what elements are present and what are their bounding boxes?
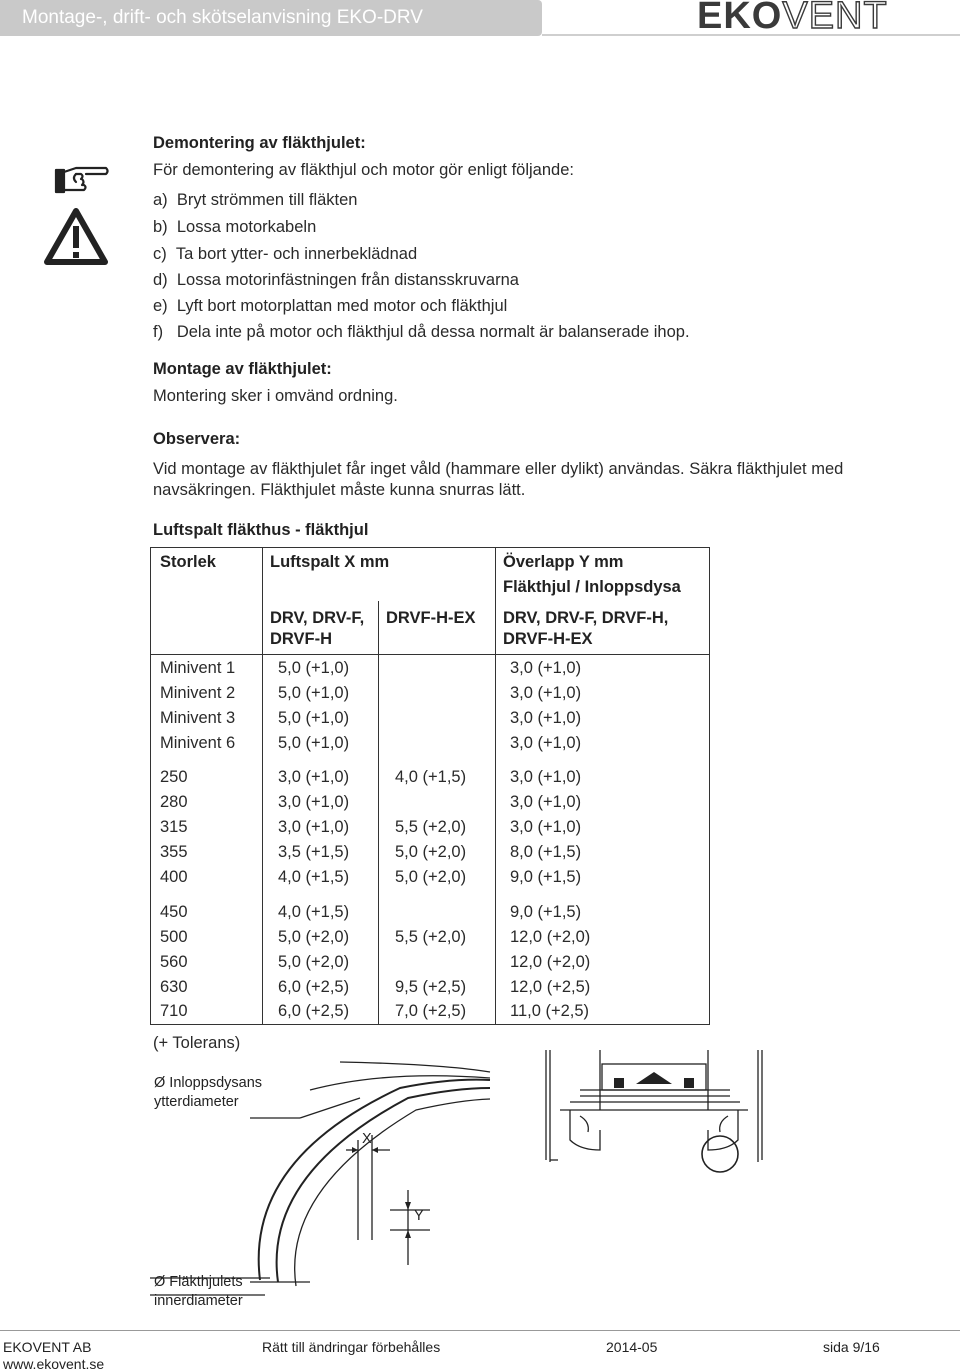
cell-gap-x2: 7,0 (+2,5) [395,1002,467,1020]
cell-gap-x2: 5,5 (+2,0) [395,928,467,946]
footer-date: 2014-05 [606,1339,658,1355]
table-header-gap-x: Luftspalt X mm [270,553,390,571]
footer-rule [0,1330,960,1331]
cell-overlap-y: 9,0 (+1,5) [510,903,582,921]
footer-company: EKOVENT AB [3,1339,92,1355]
table-header-size: Storlek [160,553,216,571]
cell-overlap-y: 12,0 (+2,5) [510,978,591,996]
cell-size: 400 [160,868,188,886]
footer-website[interactable]: www.ekovent.se [3,1356,105,1370]
cell-size: 500 [160,928,188,946]
cell-size: 450 [160,903,188,921]
cell-gap-x1: 6,0 (+2,5) [278,978,350,996]
step-item: d) Lossa motorinfästningen från distansskruvarna [153,271,519,289]
step-item: b) Lossa motorkabeln [153,218,317,236]
cell-size: 250 [160,768,188,786]
cell-gap-x2: 5,0 (+2,0) [395,868,467,886]
footer-notice: Rätt till ändringar förbehålles [262,1339,441,1355]
header-bar [0,0,542,36]
cell-gap-x1: 6,0 (+2,5) [278,1002,350,1020]
table-subheader-x1: DRVF-H [270,630,333,648]
section-text-observera: Vid montage av fläkthjulet får inget våld (hammare eller dylikt) användas. Säkra fläkthjulet med navsäkringen. Fläkthjulet måste kunna snurras lätt. [153,460,844,499]
inlet-diameter-label: Ø Inloppsdysans ytterdiameter [154,1075,263,1110]
cell-overlap-y: 3,0 (+1,0) [510,709,582,727]
step-item: c) Ta bort ytter- och innerbeklädnad [153,245,418,263]
document-title: Montage-, drift- och skötselanvisning EKO-DRV [22,7,423,28]
section-intro: För demontering av fläkthjul och motor gör enligt följande: [153,161,574,179]
cell-overlap-y: 3,0 (+1,0) [510,793,582,811]
cell-size: Minivent 6 [160,734,236,752]
wheel-diameter-label: Ø Fläkthjulets innerdiameter [154,1274,243,1309]
cell-size: Minivent 2 [160,684,236,702]
table-title: Luftspalt fläkthus - fläkthjul [153,521,369,539]
cell-gap-x1: 5,0 (+1,0) [278,684,350,702]
gap-x-label: X [362,1131,372,1147]
cell-overlap-y: 11,0 (+2,5) [510,1002,590,1020]
cell-gap-x1: 5,0 (+1,0) [278,709,350,727]
cell-size: 630 [160,978,188,996]
cell-size: Minivent 1 [160,659,236,677]
cell-size: 355 [160,843,188,861]
table-col-divider [378,601,379,1025]
cell-gap-x2: 4,0 (+1,5) [395,768,467,786]
table-header-overlap-y-sub: Fläkthjul / Inloppsdysa [503,578,681,596]
table-subheader-y: DRVF-H-EX [503,630,593,648]
footer-page: sida 9/16 [823,1339,880,1355]
cell-overlap-y: 3,0 (+1,0) [510,768,582,786]
table-header-divider [150,654,710,655]
cell-gap-x1: 5,0 (+2,0) [278,928,350,946]
section-heading-observera: Observera: [153,430,241,448]
cell-gap-x1: 5,0 (+1,0) [278,734,350,752]
cell-gap-x1: 3,0 (+1,0) [278,818,350,836]
overlap-y-label: Y [414,1208,424,1224]
ekovent-logo: EKOVENT [697,0,888,37]
table-subheader-x1: DRV, DRV-F, [270,609,365,627]
cell-size: 280 [160,793,188,811]
cell-overlap-y: 3,0 (+1,0) [510,659,582,677]
table-subheader-y: DRV, DRV-F, DRVF-H, [503,609,669,627]
cell-overlap-y: 12,0 (+2,0) [510,953,591,971]
cell-gap-x2: 5,0 (+2,0) [395,843,467,861]
table-col-divider [495,547,496,1025]
cell-gap-x1: 3,5 (+1,5) [278,843,350,861]
cell-gap-x1: 3,0 (+1,0) [278,793,350,811]
cell-size: 315 [160,818,188,836]
cell-overlap-y: 3,0 (+1,0) [510,818,582,836]
cell-gap-x2: 9,5 (+2,5) [395,978,467,996]
pointing-hand-icon [54,160,110,196]
cell-gap-x1: 4,0 (+1,5) [278,903,350,921]
step-item: f) Dela inte på motor och fläkthjul då dessa normalt är balanserade ihop. [153,323,690,341]
section-heading-demontering: Demontering av fläkthjulet: [153,134,366,152]
cell-gap-x2: 5,5 (+2,0) [395,818,467,836]
cell-size: 560 [160,953,188,971]
cell-gap-x1: 5,0 (+1,0) [278,659,350,677]
cell-size: Minivent 3 [160,709,236,727]
cell-overlap-y: 3,0 (+1,0) [510,734,582,752]
section-heading-montage: Montage av fläkthjulet: [153,360,332,378]
cell-overlap-y: 12,0 (+2,0) [510,928,591,946]
cell-gap-x1: 4,0 (+1,5) [278,868,350,886]
step-item: a) Bryt strömmen till fläkten [153,191,358,209]
cell-size: 710 [160,1002,188,1020]
table-col-divider [262,547,263,1025]
cell-gap-x1: 5,0 (+2,0) [278,953,350,971]
section-text-montage: Montering sker i omvänd ordning. [153,387,398,405]
cell-overlap-y: 3,0 (+1,0) [510,684,582,702]
cell-overlap-y: 9,0 (+1,5) [510,868,582,886]
fan-assembly-drawing [540,1050,770,1180]
tolerance-note: (+ Tolerans) [153,1034,241,1052]
step-item: e) Lyft bort motorplattan med motor och fläkthjul [153,297,508,315]
table-header-overlap-y: Överlapp Y mm [503,553,624,571]
cell-overlap-y: 8,0 (+1,5) [510,843,582,861]
table-subheader-x2: DRVF-H-EX [386,609,476,627]
cell-gap-x1: 3,0 (+1,0) [278,768,350,786]
warning-triangle-icon [44,208,108,266]
